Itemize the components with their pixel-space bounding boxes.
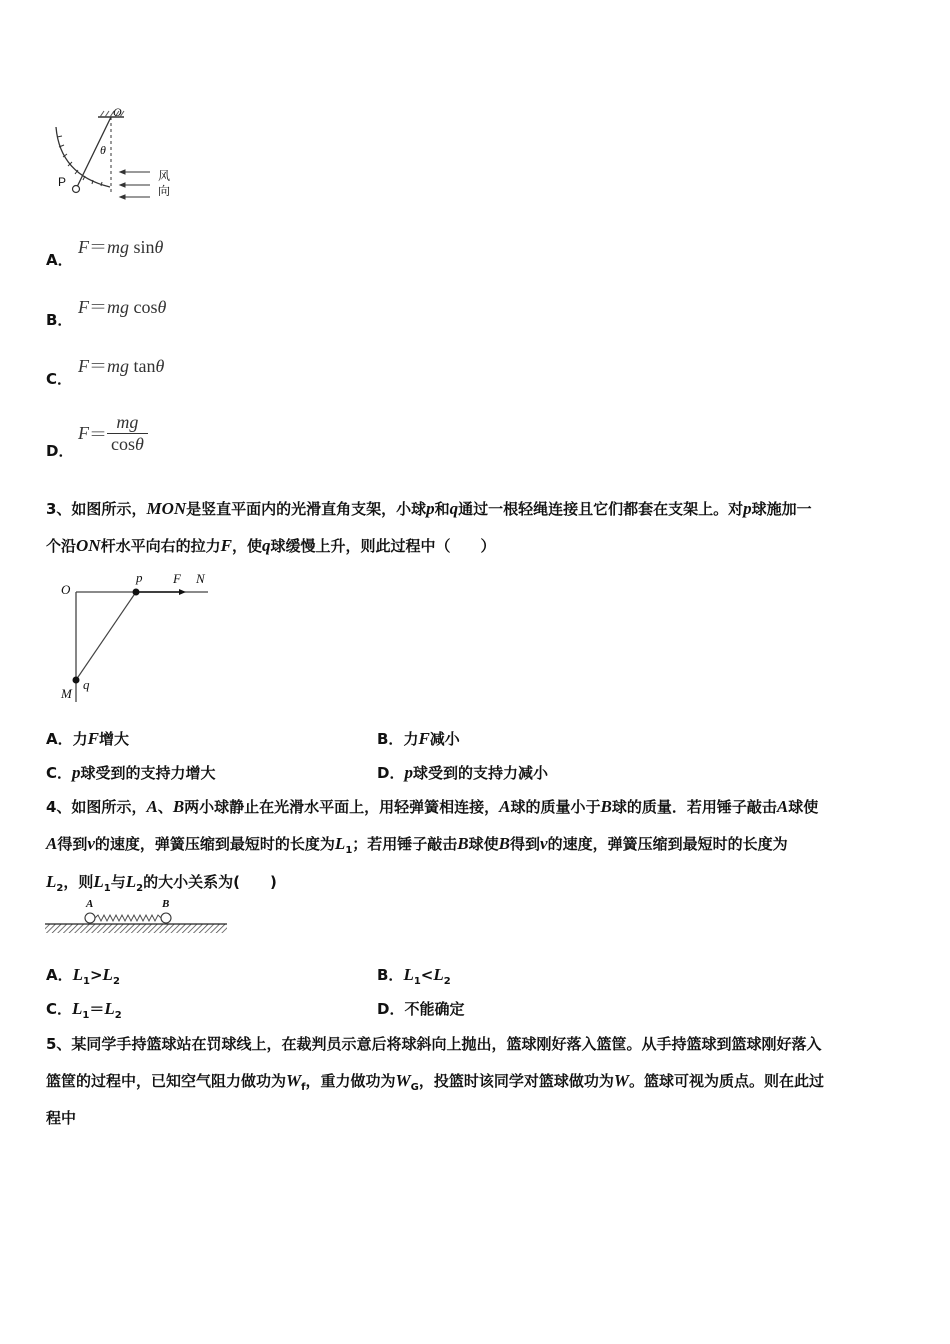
ball-b-label: B — [162, 898, 170, 910]
formula: F＝mg sinθ — [78, 237, 164, 257]
force-f-label: F — [173, 571, 181, 586]
q3-option-b[interactable]: B．力F减小 — [377, 729, 460, 748]
wind-label-1: 风 — [158, 169, 171, 183]
fraction: $\frac{mg}{\cos\theta}$ — [107, 412, 148, 455]
formula: F＝mg cosθ — [78, 297, 167, 317]
right-angle-frame-diagram — [58, 570, 218, 705]
wind-label-2: 向 — [158, 184, 171, 198]
option-letter: A． — [46, 251, 73, 269]
angle-label: θ — [100, 143, 106, 157]
point-q-label: q — [83, 677, 90, 692]
q3-figure — [58, 570, 218, 705]
q3-stem-line-2: 个沿ON杆水平向右的拉力F，使q球缓慢上升，则此过程中（ ） — [46, 536, 496, 555]
q3-option-d[interactable]: D．p球受到的支持力减小 — [377, 763, 548, 782]
ball-a-label: A — [86, 898, 94, 910]
q5-stem-line-3: 程中 — [46, 1109, 77, 1127]
q4-stem-line-3: $L_2$，则$L_1$与$L_2$的大小关系为( ) — [46, 872, 277, 894]
q4-option-b[interactable]: B．$L_1<L_2$ — [377, 965, 451, 987]
option-letter: C． — [46, 370, 73, 388]
q3-stem-line-1: 3、如图所示，MON是竖直平面内的光滑直角支架，小球p和q通过一根轻绳连接且它们都套在支架上。对p球施加一 — [46, 499, 812, 518]
q3-option-c[interactable]: C．p球受到的支持力增大 — [46, 763, 216, 782]
point-o-label: O — [61, 582, 71, 597]
point-n-label: N — [196, 571, 205, 586]
spring-balls-diagram — [45, 900, 230, 938]
q3-option-a[interactable]: A．力F增大 — [46, 729, 129, 748]
formula: F＝mg tanθ — [78, 356, 165, 376]
point-p-label: P — [58, 175, 67, 189]
q4-option-c[interactable]: C．$L_1=L_2$ — [46, 999, 122, 1021]
point-m-label: M — [61, 686, 72, 701]
point-o-label: O — [113, 105, 122, 119]
q4-figure — [45, 900, 230, 938]
q4-option-a[interactable]: A．$L_1>L_2$ — [46, 965, 120, 987]
q4-stem-line-2: A得到v的速度，弹簧压缩到最短时的长度为$L_1$；若用锤子敲击B球使B得到v的速度，弹簧压缩到最短时的长度为 — [46, 834, 788, 856]
q5-stem-line-2: 篮筐的过程中，已知空气阻力做功为$W_f$，重力做功为$W_G$，投篮时该同学对篮球做功为W。篮球可视为质点。则在此过 — [46, 1071, 825, 1093]
q5-stem-line-1: 5、某同学手持篮球站在罚球线上，在裁判员示意后将球斜向上抛出，篮球刚好落入篮筐。从手持篮球到篮球刚好落入 — [46, 1035, 822, 1053]
option-letter: D． — [46, 442, 74, 460]
q4-stem-line-1: 4、如图所示，A、B两小球静止在光滑水平面上，用轻弹簧相连接，A球的质量小于B球的质量．若用锤子敲击A球使 — [46, 797, 819, 816]
q2-figure — [50, 105, 180, 200]
formula: F＝ $\frac{mg}{\cos\theta}$ — [78, 412, 148, 455]
point-p-label: p — [136, 570, 143, 585]
option-letter: B． — [46, 311, 73, 329]
q4-option-d[interactable]: D．不能确定 — [377, 1000, 465, 1018]
